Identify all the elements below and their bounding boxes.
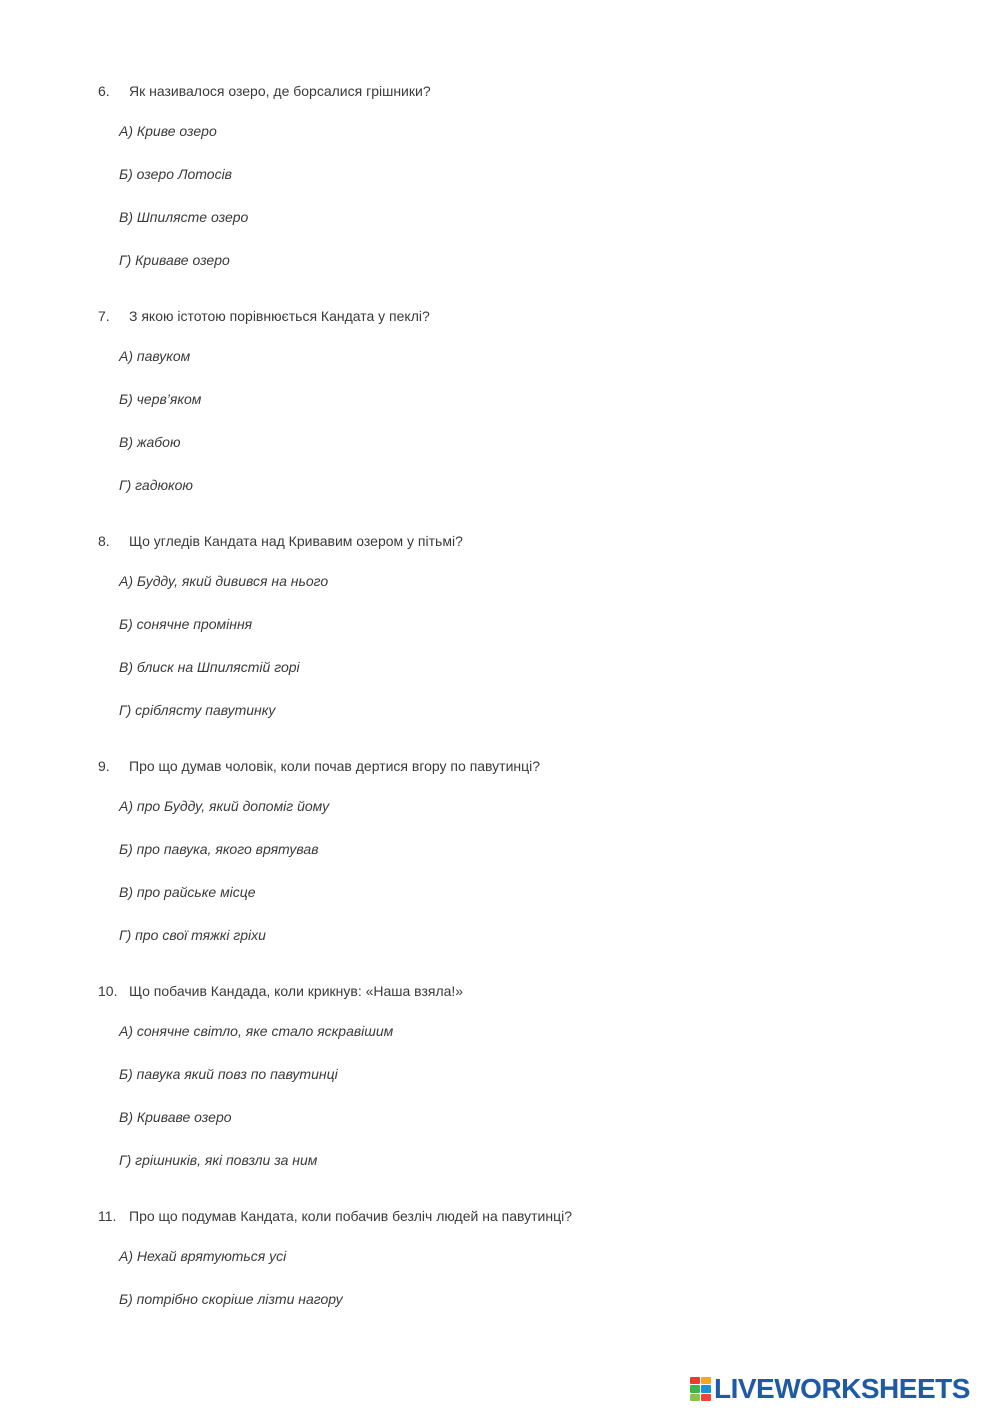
answer-option[interactable]: В) Шпилясте озеро [119,209,249,225]
answer-option[interactable]: Г) гадюкою [119,477,193,493]
answer-option[interactable]: В) про райське місце [119,884,256,900]
answer-option[interactable]: В) блиск на Шпилястій горі [119,659,300,675]
answer-option[interactable]: А) павуком [119,348,191,364]
question-number: 8. [98,533,110,549]
answer-option[interactable]: Б) черв’яком [119,391,202,407]
answer-option[interactable]: А) Криве озеро [119,123,217,139]
question-10 [98,982,958,1169]
answer-option[interactable]: А) Нехай врятуються усі [119,1248,287,1264]
answer-option[interactable]: Г) Криваве озеро [119,252,230,268]
question-text: Про що думав чоловік, коли почав дертися вгору по павутинці? [129,758,541,774]
logo-tile [701,1385,711,1392]
liveworksheets-logo [690,1375,970,1403]
answer-option[interactable]: Б) озеро Лотосів [119,166,232,182]
answer-option[interactable]: В) Криваве озеро [119,1109,232,1125]
question-7 [98,307,958,494]
answer-option[interactable]: Б) сонячне проміння [119,616,253,632]
question-8 [98,532,958,719]
logo-tile [701,1377,711,1384]
question-number: 9. [98,758,110,774]
question-text: З якою істотою порівнюється Кандата у пеклі? [129,308,430,324]
question-11 [98,1207,958,1308]
question-number: 7. [98,308,110,324]
answer-option[interactable]: Г) грішників, які повзли за ним [119,1152,318,1168]
answer-option[interactable]: Б) потрібно скоріше лізти нагору [119,1291,343,1307]
answer-option[interactable]: А) Будду, який дивився на нього [119,573,329,589]
logo-tile [690,1394,700,1401]
answer-option[interactable]: А) сонячне світло, яке стало яскравішим [119,1023,394,1039]
answer-option[interactable]: Г) сріблясту павутинку [119,702,276,718]
question-6 [98,82,958,269]
logo-text: LIVEWORKSHEETS [714,1373,970,1404]
logo-tile [701,1394,711,1401]
question-text: Що побачив Кандада, коли крикнув: «Наша взяла!» [129,983,464,999]
question-number: 11. [98,1208,117,1224]
answer-option[interactable]: Г) про свої тяжкі гріхи [119,927,266,943]
answer-option[interactable]: Б) про павука, якого врятував [119,841,319,857]
answer-option[interactable]: А) про Будду, який допоміг йому [119,798,330,814]
question-number: 6. [98,83,110,99]
logo-tile [690,1385,700,1392]
question-text: Що угледів Кандата над Кривавим озером у пітьмі? [129,533,463,549]
question-text: Як називалося озеро, де борсалися грішники? [129,83,431,99]
logo-tile [690,1377,700,1384]
answer-option[interactable]: Б) павука який повз по павутинці [119,1066,338,1082]
liveworksheets-logo-icon [690,1377,711,1401]
question-9 [98,757,958,944]
question-number: 10. [98,983,118,999]
answer-option[interactable]: В) жабою [119,434,181,450]
question-text: Про що подумав Кандата, коли побачив безліч людей на павутинці? [129,1208,573,1224]
